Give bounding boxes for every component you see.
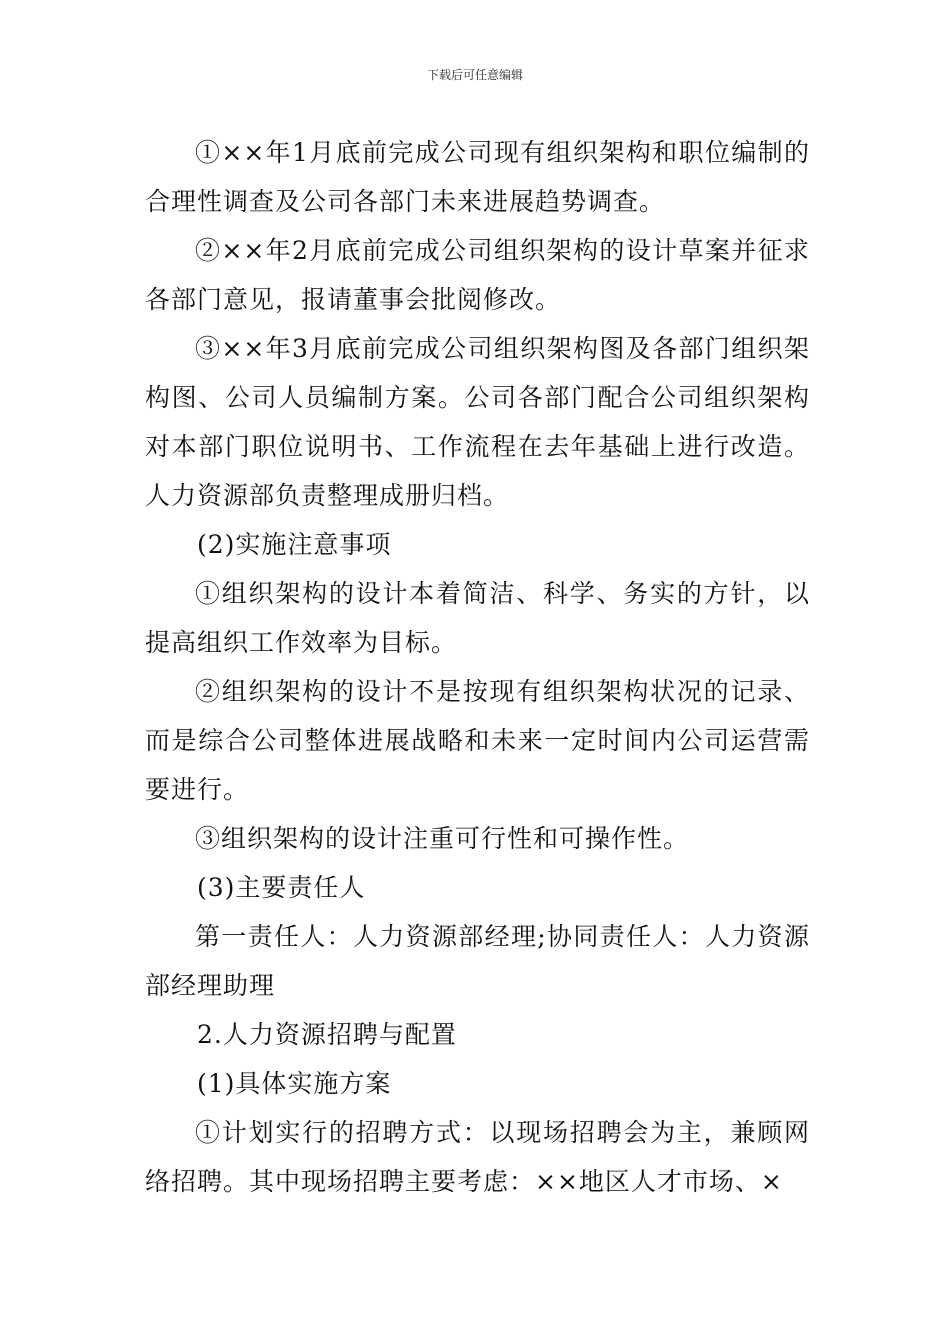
paragraph-9: 第一责任人：人力资源部经理;协同责任人：人力资源部经理助理 [145, 922, 810, 1000]
section-heading-implementation-plan: (1)具体实施方案 [197, 1069, 392, 1098]
paragraph-6: ②组织架构的设计不是按现有组织架构状况的记录、而是综合公司整体进展战略和未来一定时间内公司运营需要进行。 [145, 677, 810, 804]
section-heading-responsible-persons: (3)主要责任人 [197, 873, 366, 902]
paragraph-5: ①组织架构的设计本着简洁、科学、务实的方针，以提高组织工作效率为目标。 [145, 579, 810, 657]
section-heading-implementation-notes: (2)实施注意事项 [197, 530, 392, 559]
paragraph-1: ①××年1月底前完成公司现有组织架构和职位编制的合理性调查及公司各部门未来进展趋势调查。 [145, 138, 810, 216]
paragraph-3: ③××年3月底前完成公司组织架构图及各部门组织架构图、公司人员编制方案。公司各部门配合公司组织架构对本部门职位说明书、工作流程在去年基础上进行改造。人力资源部负责整理成册归档。 [145, 334, 810, 510]
document-body [145, 128, 810, 1206]
paragraph-7: ③组织架构的设计注重可行性和可操作性。 [195, 824, 690, 853]
page-header: 下载后可任意编辑 [426, 68, 523, 82]
section-heading-recruitment: 2.人力资源招聘与配置 [197, 1020, 457, 1049]
paragraph-12: ①计划实行的招聘方式：以现场招聘会为主，兼顾网络招聘。其中现场招聘主要考虑：××地区人才市场、× [145, 1118, 810, 1196]
paragraph-2: ②××年2月底前完成公司组织架构的设计草案并征求各部门意见，报请董事会批阅修改。 [145, 236, 810, 314]
